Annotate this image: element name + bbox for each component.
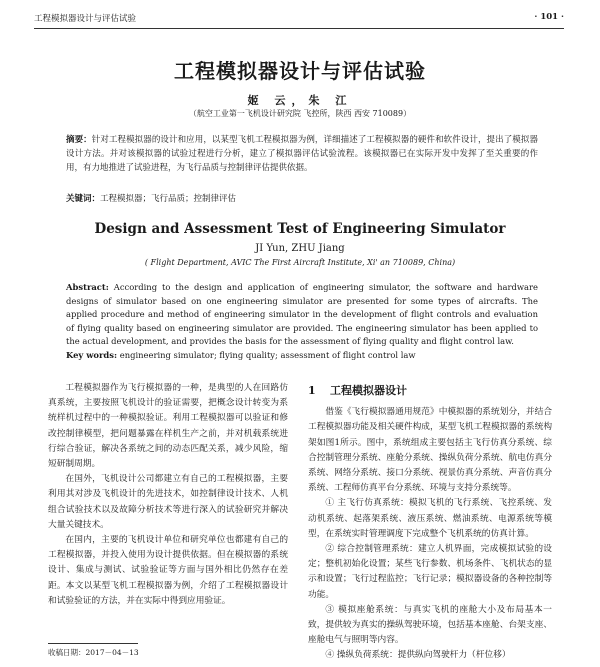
page-number: · 101 ·: [534, 12, 564, 22]
section-heading: [308, 383, 552, 398]
chinese-keywords-label: 关键词：: [66, 194, 101, 204]
chinese-keywords: [66, 192, 538, 204]
english-authors: JI Yun, ZHU Jiang: [255, 243, 345, 254]
english-abstract: [66, 281, 538, 349]
section-number: 1: [308, 384, 316, 397]
footnote-received-date: 收稿日期：2017－04－13: [48, 648, 139, 657]
running-head: [34, 12, 564, 29]
english-abstract-label: Abstract:: [66, 282, 109, 292]
section-paragraph-4: ③ 模拟座舱系统：与真实飞机的座舱大小及布局基本一致，提供较为真实的操纵驾驶环境，包括基本座舱、台架支座、座舱电气与照明等内容。: [308, 604, 552, 646]
chinese-abstract: [66, 133, 538, 175]
section-paragraph-1: 借鉴《飞行模拟器通用规范》中模拟器的系统划分，并结合工程模拟器功能及相关硬件构成，某型飞机工程模拟器的系统构架如图1所示。图中，系统组成主要包括主飞行仿真分系统、综合控制管理分系统、座舱分系统、操纵负荷分系统、航电仿真分系统、网络分系统、接口分系统、视景仿真分系统、声音仿真分系统、工程师仿真平台分系统、环境与支持分系统等。: [308, 407, 552, 494]
chinese-affiliation: （航空工业第一飞机设计研究院 飞控所，陕西 西安 710089）: [188, 109, 412, 118]
footnote-divider: [48, 643, 138, 644]
english-abstract-text: According to the design and application of engineering simulator, the software and hardware designs of simulator based on one engineering simulator are presented for some types of aircrafts. The applied procedure and method of engineering simulator in the development of flight controls and evaluation of flying quality based on engineering simulator are provided. The engineering simulator has been applied to the actual development, and provides the basis for the assessment of flying quality and flight control law.: [66, 282, 539, 346]
section-title: 工程模拟器设计: [330, 384, 407, 397]
chinese-abstract-text: 针对工程模拟器的设计和应用，以某型飞机工程模拟器为例，详细描述了工程模拟器的硬件和软件设计，提出了模拟器设计方法。并对该模拟器的试验过程进行分析，建立了模拟器评估试验流程。该模拟器已在实际开发中发挥了至关重要的作用，有力地推进了试验进程，为飞行品质与控制律评估提供依据。: [66, 135, 538, 173]
chinese-keywords-text: 工程模拟器；飞行品质；控制律评估: [100, 194, 237, 204]
left-column: [48, 381, 288, 609]
english-affiliation: ( Flight Department, AVIC The First Aircraft Institute, Xi' an 710089, China): [144, 258, 456, 267]
intro-paragraph-1: 工程模拟器作为飞行模拟器的一种，是典型的人在回路仿真系统，主要按照飞机设计的验证需要，把概念设计转变为系统样机过程中的一种模拟验证。利用工程模拟器可以验证和修改控制律模型，把问题暴露在样机生产之前，并对机载系统进行综合验证，解决各系统之间的动态匹配关系，减少风险，缩短研制周期。: [48, 383, 288, 470]
intro-paragraph-3: 在国内，主要的飞机设计单位和研究单位也都建有自己的工程模拟器，并投入使用为设计提供依据。但在模拟器的系统设计、集成与测试、试验验证等方面与国外相比仍然存在差距。本文以某型飞机工程模拟器为例，介绍了工程模拟器设计和试验验证的方法，并在实际中得到应用验证。: [48, 535, 288, 606]
chinese-title: 工程模拟器设计与评估试验: [174, 59, 426, 83]
english-title: Design and Assessment Test of Engineering Simulator: [94, 221, 506, 237]
section-paragraph-3: ② 综合控制管理系统：建立人机界面，完成模拟试验的设定；整机初始化设置；某些飞行参数、机场条件、飞机状态的显示和设置；飞行过程监控；飞行记录；模拟器设备的各种控制等功能。: [308, 544, 552, 600]
right-column: [308, 383, 552, 664]
english-keywords: [66, 350, 538, 360]
running-head-title: 工程模拟器设计与评估试验: [34, 14, 137, 24]
section-paragraph-5: ④ 操纵负荷系统：提供纵向驾驶杆力（杆位移）: [325, 650, 511, 661]
chinese-authors: 姬 云，朱 江: [247, 94, 353, 107]
section-paragraph-2: ① 主飞行仿真系统：模拟飞机的飞行系统、飞控系统、发动机系统、起落架系统、液压系统、燃油系统、电源系统等模型，在系统实时管理调度下完成整个飞机系统的仿真计算。: [308, 498, 552, 539]
chinese-abstract-label: 摘要：: [66, 135, 92, 145]
intro-paragraph-2: 在国外，飞机设计公司都建立有自己的工程模拟器，主要利用其对涉及飞机设计的先进技术，如控制律设计技术、人机组合试验技术以及故障分析技术等进行深入的试验研究并解决大量关键技术。: [48, 474, 288, 530]
english-keywords-text: engineering simulator; flying quality; assessment of flight control law: [119, 350, 416, 360]
english-keywords-label: Key words:: [66, 350, 118, 360]
